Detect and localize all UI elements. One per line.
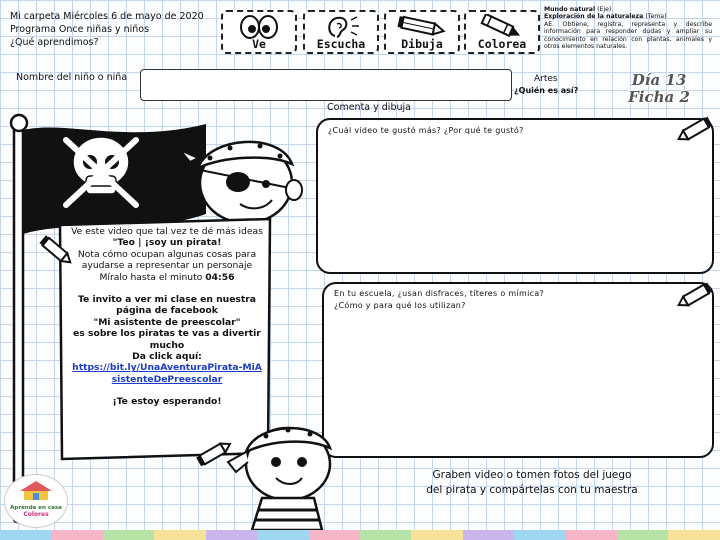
color-strip-segment [668,530,719,540]
header-line-date: Mi carpeta Miércoles 6 de mayo de 2020 [10,11,204,22]
card-dibuja-label: Dibuja [401,37,443,51]
eje-title-suffix: (Eje) [597,6,612,13]
video-minute-line [70,272,264,283]
footer-line-2: del pirata y compártelas con tu maestra [426,484,638,496]
tema-title-suffix: (Tema) [645,13,667,21]
card-dibuja [384,10,460,54]
color-strip-segment [360,530,411,540]
facebook-page-name: "Mi asistente de preescolar" [93,316,241,328]
color-strip-segment [257,530,308,540]
card-colorea-label: Colorea [477,37,527,51]
header-line-question: ¿Qué aprendimos? [10,37,99,48]
curriculum-info [544,6,712,50]
header [10,10,204,49]
video-title: "Teo | ¡soy un pirata! [112,237,222,249]
class-invite: Te invito a ver mi clase en nuestra página de facebook [77,294,257,317]
card-escucha-label: Escucha [316,37,366,51]
logo-text-1: Aprende en casa [10,505,62,511]
eje-title: Mundo natural [544,6,596,13]
logo-text-2: Colores [23,511,49,518]
pencil-icon [38,232,78,272]
pirate-boy-illustration [180,128,310,228]
color-strip-segment [154,530,205,540]
video-instructions [70,226,264,408]
card-ve-label: Ve [252,37,266,51]
name-field[interactable] [140,69,512,101]
question-2 [334,288,544,312]
name-label: Nombre del niño o niña [16,72,128,83]
day-badge [620,72,698,106]
question-2-line-1: En tu escuela, ¿usan disfraces, títeres o mímica? [334,289,545,298]
video-intro: Ve este video que tal vez te dé más ideas [71,226,263,237]
house-icon [16,479,56,501]
video-link[interactable]: https://bit.ly/UnaAventuraPirata-MiAsistenteDePreescolar [72,362,262,385]
video-note: Nota cómo ocupan algunas cosas para ayudarse a representar un personaje [77,248,257,272]
answer-box-2[interactable] [322,282,714,458]
color-strip [0,530,720,540]
pencil-icon [676,278,716,312]
color-strip-segment [103,530,154,540]
color-strip-segment [309,530,360,540]
header-line-program: Programa Once niñas y niños [10,24,150,35]
color-strip-segment [617,530,668,540]
artes-label: Artes [534,74,558,84]
pencil-icon [676,112,716,146]
card-colorea [464,10,540,54]
color-strip-segment [0,530,51,540]
color-strip-segment [206,530,257,540]
video-minute-time: 04:56 [205,271,235,283]
answer-box-1[interactable] [316,118,714,274]
click-here-label: Da click aquí: [132,351,202,363]
card-escucha [303,10,379,54]
color-strip-segment [566,530,617,540]
comenta-label: Comenta y dibuja [327,102,411,113]
video-minute-label: Míralo hasta el minuto [99,271,203,283]
footer-line-1: Graben video o tomen fotos del juego [432,469,632,481]
color-strip-segment [411,530,462,540]
dia-label: Día 13 [631,71,687,89]
question-2-line-2: ¿Cómo y para qué los utilizan? [334,301,466,310]
color-strip-segment [514,530,565,540]
logo [4,474,68,528]
ficha-label: Ficha 2 [628,88,690,106]
waiting-text: ¡Te estoy esperando! [112,396,222,408]
footer-message [404,468,660,498]
card-ve [221,10,297,54]
class-about: es sobre los piratas te vas a divertir mucho [73,328,261,351]
pirate-girl-illustration [222,418,352,530]
tema-title: Exploración de la naturaleza [544,13,644,21]
color-strip-segment [51,530,102,540]
question-1: ¿Cuál video te gustó más? ¿Por qué te gustó? [328,126,524,135]
color-strip-segment [463,530,514,540]
aprendizaje-text: AE. Obtiene, registra, representa y describe información para responder dudas y ampliar su conocimiento en relación con plantas, animales y otros elementos naturales. [544,20,712,51]
artes-question: ¿Quién es así? [514,86,579,95]
